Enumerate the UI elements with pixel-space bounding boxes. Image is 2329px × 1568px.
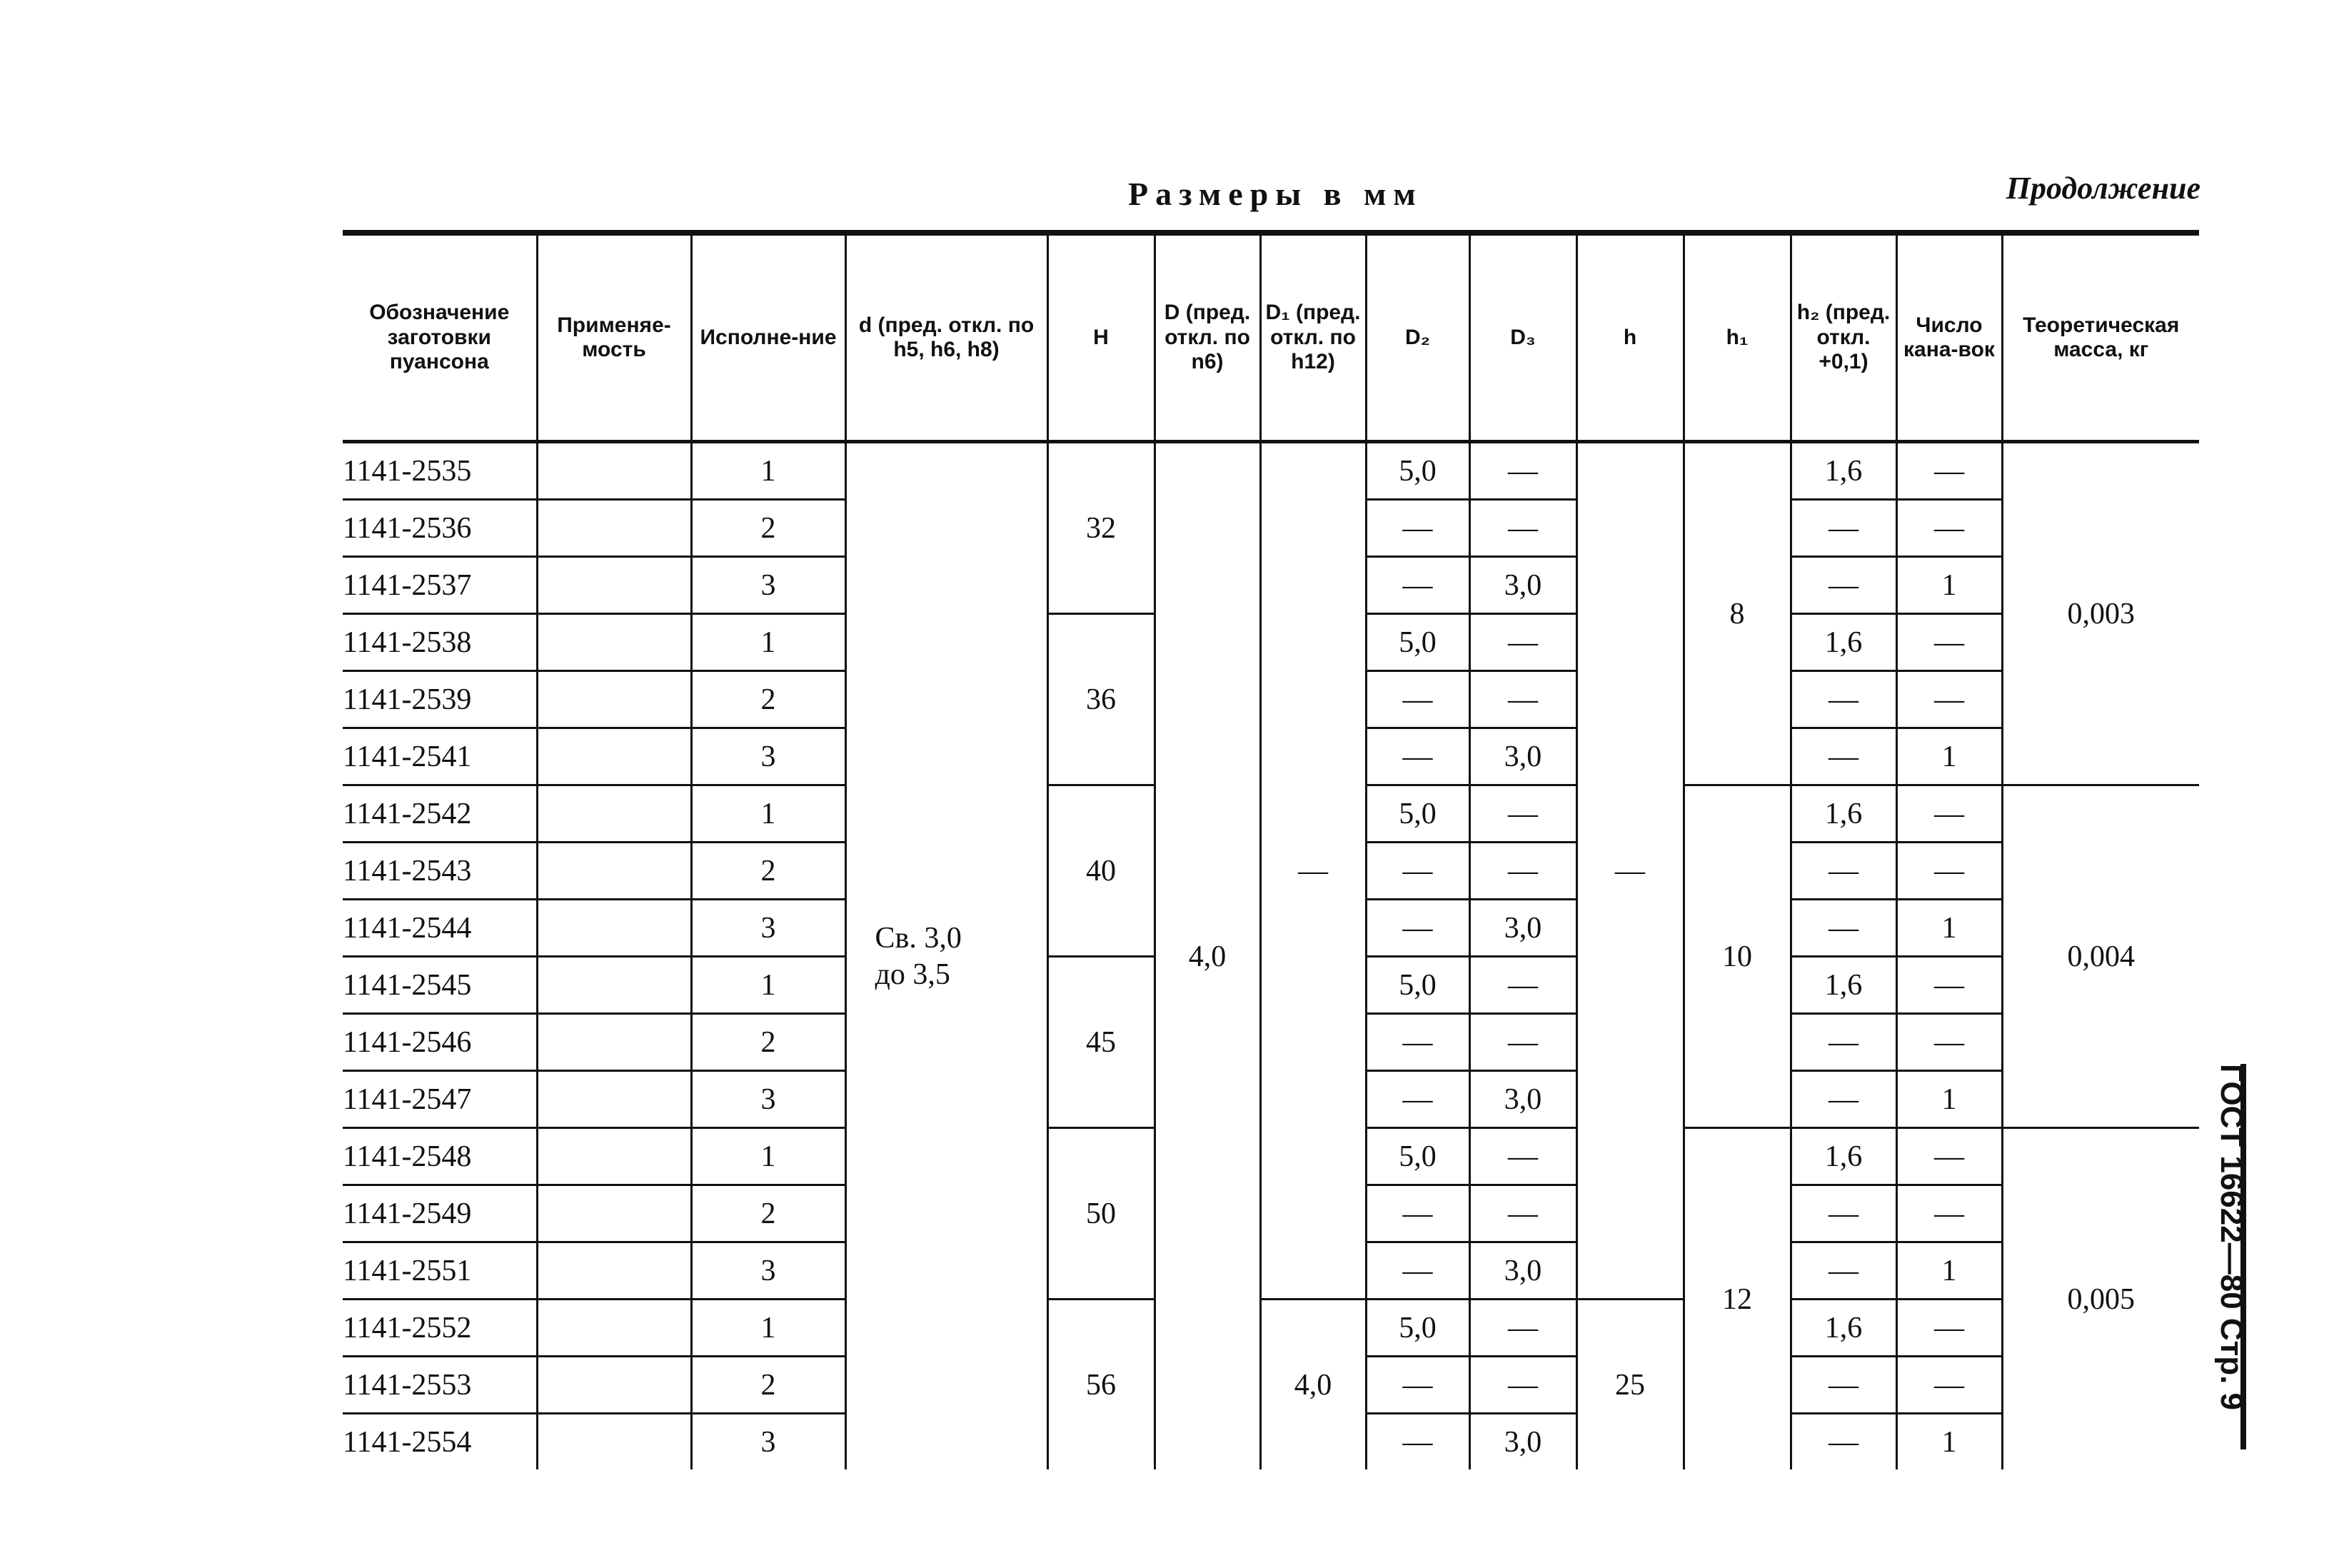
D2-cell: 5,0 — [1366, 957, 1469, 1014]
D3-cell: — — [1469, 785, 1576, 843]
D3-cell: — — [1469, 500, 1576, 557]
header-H: H — [1047, 233, 1155, 442]
version-cell: 1 — [691, 442, 845, 500]
h2-cell: — — [1791, 1185, 1896, 1242]
version-cell: 2 — [691, 1357, 845, 1414]
h2-cell: — — [1791, 900, 1896, 957]
d-range-cell — [845, 442, 1047, 1470]
grooves-cell: 1 — [1896, 1414, 2002, 1470]
H-group-cell: 40 — [1047, 785, 1155, 957]
table-header-row — [343, 233, 2199, 442]
D3-cell: — — [1469, 843, 1576, 900]
designation-cell: 1141-2542 — [343, 785, 537, 843]
D2-cell: — — [1366, 843, 1469, 900]
D2-cell: — — [1366, 1071, 1469, 1128]
grooves-cell: — — [1896, 614, 2002, 671]
applicability-cell — [537, 1071, 691, 1128]
applicability-cell — [537, 785, 691, 843]
D2-cell: — — [1366, 728, 1469, 785]
h2-cell: 1,6 — [1791, 957, 1896, 1014]
designation-cell: 1141-2548 — [343, 1128, 537, 1185]
header-h2: h₂ (пред. откл. +0,1) — [1791, 233, 1896, 442]
grooves-cell: 1 — [1896, 1242, 2002, 1300]
header-applicability: Применяе-мость — [537, 233, 691, 442]
D3-cell: 3,0 — [1469, 1071, 1576, 1128]
applicability-cell — [537, 957, 691, 1014]
H-group-cell: 50 — [1047, 1128, 1155, 1300]
designation-cell: 1141-2544 — [343, 900, 537, 957]
D3-cell: 3,0 — [1469, 900, 1576, 957]
D3-cell: 3,0 — [1469, 1414, 1576, 1470]
version-cell: 2 — [691, 671, 845, 728]
h2-cell: — — [1791, 1071, 1896, 1128]
h2-cell: — — [1791, 1414, 1896, 1470]
h2-cell: 1,6 — [1791, 442, 1896, 500]
D2-cell: — — [1366, 557, 1469, 614]
designation-cell: 1141-2549 — [343, 1185, 537, 1242]
h2-cell: — — [1791, 728, 1896, 785]
applicability-cell — [537, 442, 691, 500]
h2-cell: — — [1791, 557, 1896, 614]
version-cell: 2 — [691, 843, 845, 900]
applicability-cell — [537, 500, 691, 557]
applicability-cell — [537, 1242, 691, 1300]
h1-group-cell: 8 — [1684, 442, 1791, 785]
designation-cell: 1141-2552 — [343, 1300, 537, 1357]
applicability-cell — [537, 1414, 691, 1470]
D2-cell: 5,0 — [1366, 614, 1469, 671]
D2-cell: — — [1366, 1414, 1469, 1470]
designation-cell: 1141-2543 — [343, 843, 537, 900]
h2-cell: 1,6 — [1791, 785, 1896, 843]
grooves-cell: — — [1896, 785, 2002, 843]
designation-cell: 1141-2554 — [343, 1425, 472, 1459]
header-mass: Теоретическая масса, кг — [2002, 233, 2199, 442]
D3-cell: — — [1469, 671, 1576, 728]
h2-cell: — — [1791, 1242, 1896, 1300]
D3-cell: — — [1469, 1300, 1576, 1357]
H-group-cell: 32 — [1047, 442, 1155, 614]
H-group-cell: 56 — [1047, 1300, 1155, 1470]
version-cell: 1 — [691, 785, 845, 843]
header-d: d (пред. откл. по h5, h6, h8) — [845, 233, 1047, 442]
h2-cell: — — [1791, 500, 1896, 557]
applicability-cell — [537, 1300, 691, 1357]
grooves-cell: — — [1896, 1185, 2002, 1242]
D3-cell: — — [1469, 1185, 1576, 1242]
D3-cell: — — [1469, 442, 1576, 500]
h2-cell: — — [1791, 1357, 1896, 1414]
mass-group-cell: 0,005 — [2002, 1128, 2199, 1470]
D2-cell: — — [1366, 900, 1469, 957]
grooves-cell: — — [1896, 442, 2002, 500]
d-range-line: до 3,5 — [875, 958, 950, 991]
version-cell: 1 — [691, 614, 845, 671]
version-cell: 3 — [691, 1414, 845, 1470]
D2-cell: — — [1366, 1185, 1469, 1242]
grooves-cell: — — [1896, 957, 2002, 1014]
D3-cell: — — [1469, 614, 1576, 671]
D2-cell: 5,0 — [1366, 1128, 1469, 1185]
applicability-cell — [537, 1357, 691, 1414]
header-h: h — [1576, 233, 1684, 442]
header-D3: D₃ — [1469, 233, 1576, 442]
applicability-cell — [537, 614, 691, 671]
D2-cell: — — [1366, 1242, 1469, 1300]
table-row — [343, 442, 2199, 500]
grooves-cell: — — [1896, 1014, 2002, 1071]
D2-cell: — — [1366, 671, 1469, 728]
version-cell: 2 — [691, 1185, 845, 1242]
version-cell: 2 — [691, 500, 845, 557]
D2-cell: 5,0 — [1366, 785, 1469, 843]
grooves-cell: 1 — [1896, 728, 2002, 785]
h2-cell: — — [1791, 671, 1896, 728]
grooves-cell: — — [1896, 1128, 2002, 1185]
h2-cell: — — [1791, 843, 1896, 900]
applicability-cell — [537, 1185, 691, 1242]
designation-cell: 1141-2538 — [343, 614, 537, 671]
designation-cell: 1141-2551 — [343, 1242, 537, 1300]
table-row — [343, 1300, 2199, 1357]
header-grooves: Число кана-вок — [1896, 233, 2002, 442]
dimensions-caption: Размеры в мм — [1128, 176, 1423, 212]
header-designation: Обозначение заготовки пуансона — [343, 233, 537, 442]
version-cell: 3 — [691, 557, 845, 614]
D3-cell: 3,0 — [1469, 1242, 1576, 1300]
h2-cell: 1,6 — [1791, 1300, 1896, 1357]
designation-cell: 1141-2546 — [343, 1014, 537, 1071]
h1-group-cell: 10 — [1684, 785, 1791, 1128]
header-D2: D₂ — [1366, 233, 1469, 442]
designation-cell: 1141-2553 — [343, 1357, 537, 1414]
continuation-label: Продолжение — [2006, 171, 2200, 206]
D-value-cell: 4,0 — [1155, 442, 1260, 1470]
version-cell: 3 — [691, 728, 845, 785]
version-cell: 1 — [691, 1128, 845, 1185]
grooves-cell: 1 — [1896, 900, 2002, 957]
D3-cell: 3,0 — [1469, 557, 1576, 614]
designation-cell: 1141-2539 — [343, 671, 537, 728]
applicability-cell — [537, 728, 691, 785]
designation-cell: 1141-2536 — [343, 500, 537, 557]
designation-cell: 1141-2537 — [343, 557, 537, 614]
standard-page-label: ГОСТ 16622—80 Стр. 9 — [2214, 1064, 2249, 1411]
D3-cell: 3,0 — [1469, 728, 1576, 785]
version-cell: 3 — [691, 900, 845, 957]
applicability-cell — [537, 1128, 691, 1185]
designation-cell: 1141-2545 — [343, 957, 537, 1014]
applicability-cell — [537, 557, 691, 614]
version-cell: 3 — [691, 1071, 845, 1128]
designation-cell: 1141-2541 — [343, 728, 537, 785]
D2-cell: — — [1366, 1357, 1469, 1414]
grooves-cell: 1 — [1896, 557, 2002, 614]
h1-group-cell: 12 — [1684, 1128, 1791, 1470]
H-group-cell: 36 — [1047, 614, 1155, 785]
mass-group-cell: 0,003 — [2002, 442, 2199, 785]
D3-cell: — — [1469, 957, 1576, 1014]
grooves-cell: — — [1896, 1357, 2002, 1414]
D3-cell: — — [1469, 1014, 1576, 1071]
punch-blank-dimensions-table — [343, 230, 2199, 1469]
version-cell: 1 — [691, 957, 845, 1014]
H-group-cell: 45 — [1047, 957, 1155, 1128]
designation-cell: 1141-2547 — [343, 1071, 537, 1128]
D2-cell: — — [1366, 500, 1469, 557]
h-group-cell: 25 — [1576, 1300, 1684, 1470]
d-range-line: Св. 3,0 — [875, 922, 962, 955]
grooves-cell: — — [1896, 843, 2002, 900]
grooves-cell: — — [1896, 500, 2002, 557]
D1-group-cell: — — [1260, 442, 1366, 1300]
D2-cell: 5,0 — [1366, 1300, 1469, 1357]
grooves-cell: — — [1896, 671, 2002, 728]
grooves-cell: — — [1896, 1300, 2002, 1357]
h-group-cell: — — [1576, 442, 1684, 1300]
version-cell: 1 — [691, 1300, 845, 1357]
D2-cell: 5,0 — [1366, 442, 1469, 500]
D1-group-cell: 4,0 — [1260, 1300, 1366, 1470]
h2-cell: 1,6 — [1791, 614, 1896, 671]
header-h1: h₁ — [1684, 233, 1791, 442]
version-cell: 2 — [691, 1014, 845, 1071]
header-D: D (пред. откл. по n6) — [1155, 233, 1260, 442]
designation-cell: 1141-2535 — [343, 442, 537, 500]
applicability-cell — [537, 843, 691, 900]
mass-group-cell: 0,004 — [2002, 785, 2199, 1128]
D3-cell: — — [1469, 1357, 1576, 1414]
grooves-cell: 1 — [1896, 1071, 2002, 1128]
D2-cell: — — [1366, 1014, 1469, 1071]
applicability-cell — [537, 900, 691, 957]
version-cell: 3 — [691, 1242, 845, 1300]
h2-cell: 1,6 — [1791, 1128, 1896, 1185]
applicability-cell — [537, 1014, 691, 1071]
applicability-cell — [537, 671, 691, 728]
D3-cell: — — [1469, 1128, 1576, 1185]
header-version: Исполне-ние — [691, 233, 845, 442]
h2-cell: — — [1791, 1014, 1896, 1071]
header-D1: D₁ (пред. откл. по h12) — [1260, 233, 1366, 442]
